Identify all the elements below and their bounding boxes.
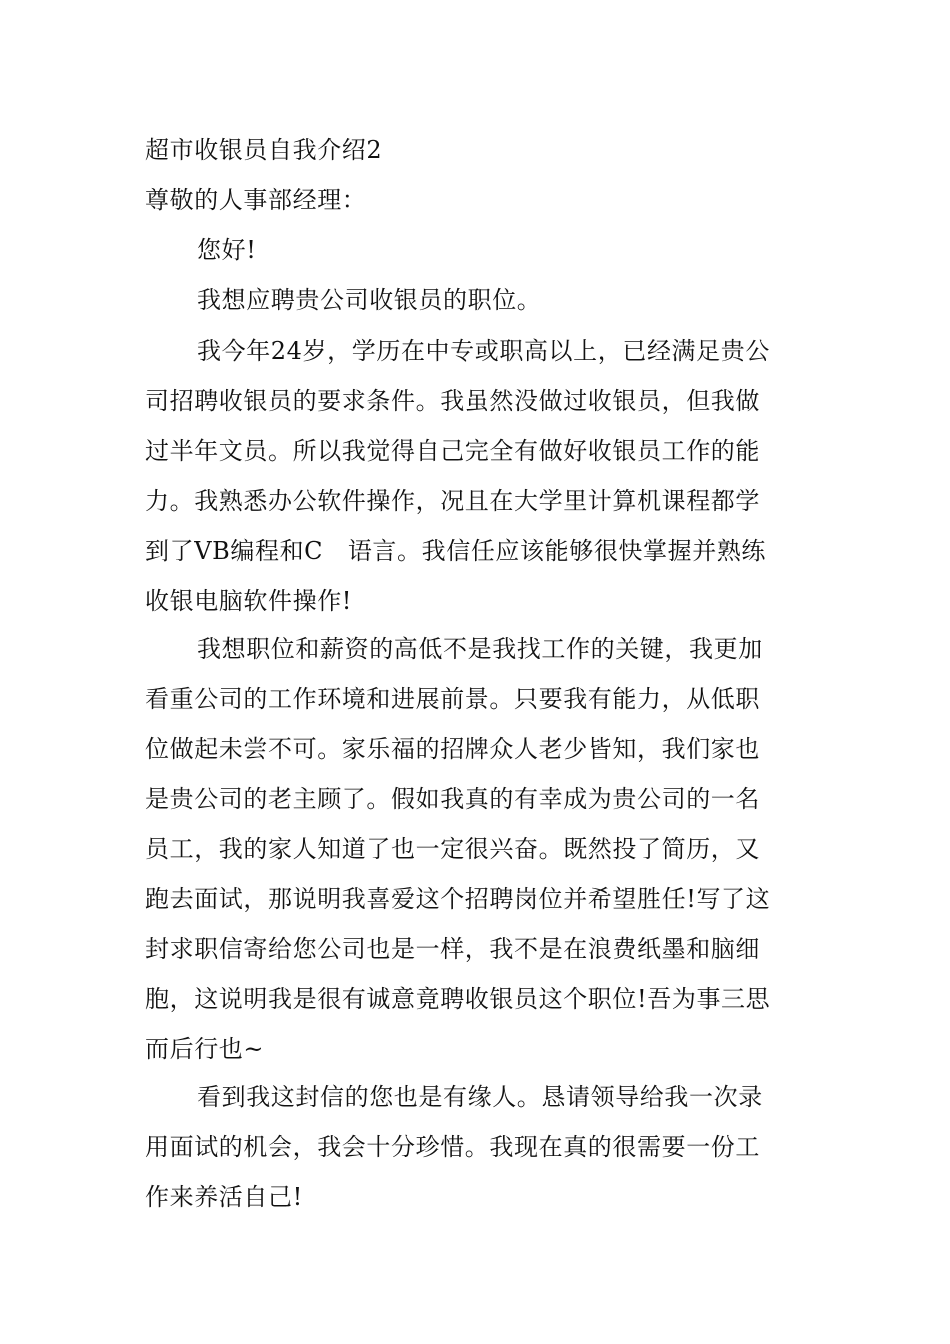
paragraph-2-line: 封求职信寄给您公司也是一样，我不是在浪费纸墨和脑细 — [145, 935, 760, 963]
paragraph-2-line: 看重公司的工作环境和进展前景。只要我有能力，从低职 — [145, 685, 760, 713]
salutation: 尊敬的人事部经理： — [145, 186, 367, 214]
paragraph-3-line: 用面试的机会，我会十分珍惜。我现在真的很需要一份工 — [145, 1133, 760, 1161]
paragraph-2-line: 我想职位和薪资的高低不是我找工作的关键，我更加 — [197, 635, 763, 663]
paragraph-1-line: 到了VB编程和C 语言。我信任应该能够很快掌握并熟练 — [145, 537, 767, 565]
document-title: 超市收银员自我介绍2 — [145, 136, 383, 164]
paragraph-2-line: 而后行也~ — [145, 1035, 265, 1063]
paragraph-2-line: 跑去面试，那说明我喜爱这个招聘岗位并希望胜任!写了这 — [145, 885, 771, 913]
paragraph-1-line: 司招聘收银员的要求条件。我虽然没做过收银员，但我做 — [145, 387, 760, 415]
paragraph-1-line: 过半年文员。所以我觉得自己完全有做好收银员工作的能 — [145, 437, 760, 465]
paragraph-1-line: 收银电脑软件操作! — [145, 587, 353, 615]
intro-line: 我想应聘贵公司收银员的职位。 — [197, 286, 542, 314]
paragraph-2-line: 是贵公司的老主顾了。假如我真的有幸成为贵公司的一名 — [145, 785, 760, 813]
paragraph-1-line: 我今年24岁，学历在中专或职高以上，已经满足贵公 — [197, 337, 770, 365]
paragraph-2-line: 位做起未尝不可。家乐福的招牌众人老少皆知，我们家也 — [145, 735, 760, 763]
greeting: 您好! — [197, 236, 257, 264]
paragraph-3-line: 看到我这封信的您也是有缘人。恳请领导给我一次录 — [197, 1083, 763, 1111]
paragraph-1-line: 力。我熟悉办公软件操作，况且在大学里计算机课程都学 — [145, 487, 760, 515]
paragraph-2-line: 胞，这说明我是很有诚意竟聘收银员这个职位!吾为事三思 — [145, 985, 771, 1013]
paragraph-3-line: 作来养活自己! — [145, 1183, 303, 1211]
paragraph-2-line: 员工，我的家人知道了也一定很兴奋。既然投了简历，又 — [145, 835, 760, 863]
